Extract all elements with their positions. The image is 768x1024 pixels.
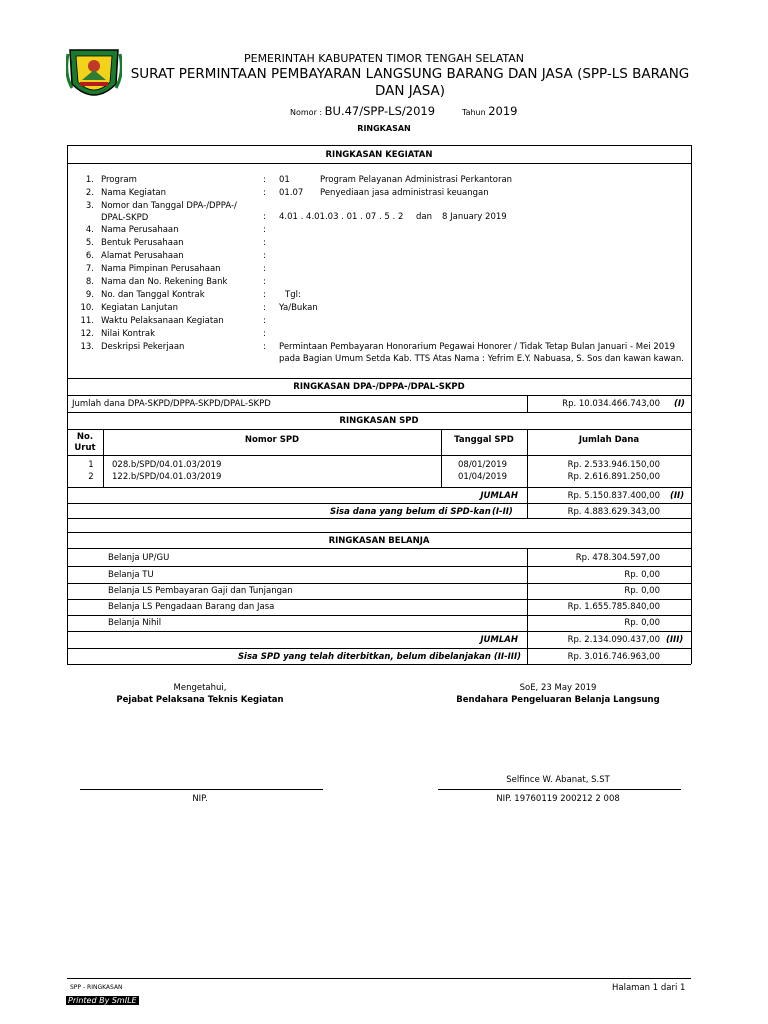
printed-by: Printed By SmILE <box>68 996 137 1005</box>
tahun-label: Tahun <box>462 108 486 117</box>
spd-header-jumlah: Jumlah Dana <box>578 435 640 445</box>
belanja-sisa-label: Sisa SPD yang telah diterbitkan, belum dibelanjakan (II-III) <box>237 652 521 662</box>
spd-jumlah-value: Rp. 5.150.837.400,00 <box>567 491 660 501</box>
page-number: Halaman 1 dari 1 <box>612 983 686 993</box>
tahun-value: 2019 <box>488 104 518 118</box>
nomor-value: BU.47/SPP-LS/2019 <box>324 104 436 118</box>
government-name: PEMERINTAH KABUPATEN TIMOR TENGAH SELATAN <box>243 52 524 65</box>
spd-header-nomor: Nomor SPD <box>244 435 300 445</box>
right-nip: NIP. 19760119 200212 2 008 <box>496 794 620 804</box>
spd-sisa-label: Sisa dana yang belum di SPD-kan <box>330 507 491 517</box>
left-nip: NIP. <box>192 794 208 804</box>
belanja-jumlah-label: JUMLAH <box>480 635 518 645</box>
dpa-section-title: RINGKASAN DPA-/DPPA-/DPAL-SKPD <box>293 382 465 392</box>
left-signer-title: Pejabat Pelaksana Teknis Kegiatan <box>116 695 284 705</box>
spd-jumlah-roman: (II) <box>670 491 685 501</box>
place-date: SoE, 23 May 2019 <box>519 683 597 693</box>
spd-header-no: No. <box>76 432 94 442</box>
belanja-jumlah-roman: (III) <box>666 635 684 645</box>
spd-sisa-value: Rp. 4.883.629.343,00 <box>567 507 660 517</box>
spd-header-no2: Urut <box>74 443 96 453</box>
spd-header-tanggal: Tanggal SPD <box>454 435 514 445</box>
right-signer-name: Selfince W. Abanat, S.ST <box>506 775 610 785</box>
belanja-jumlah-value: Rp. 2.134.090.437,00 <box>567 635 660 645</box>
spd-sisa-roman: (I-II) <box>492 507 513 517</box>
dpa-amount: Rp. 10.034.466.743,00 <box>562 399 660 409</box>
document-title: SURAT PERMINTAAN PEMBAYARAN LANGSUNG BARANG DAN JASA (SPP-LS BARANG DAN JASA) <box>130 66 690 99</box>
mengetahui-label: Mengetahui, <box>173 683 227 693</box>
spd-jumlah-label: JUMLAH <box>480 491 518 501</box>
nomor-line <box>290 104 435 118</box>
belanja-sisa-value: Rp. 3.016.746.963,00 <box>567 652 660 662</box>
belanja-section-title: RINGKASAN BELANJA <box>328 536 430 546</box>
right-signer-title: Bendahara Pengeluaran Belanja Langsung <box>456 695 660 705</box>
page-subtitle: RINGKASAN <box>357 124 411 133</box>
tahun-line <box>462 104 518 118</box>
dpa-roman: (I) <box>674 399 685 409</box>
dpa-label: Jumlah dana DPA-SKPD/DPPA-SKPD/DPAL-SKPD <box>72 399 271 409</box>
spd-section-title: RINGKASAN SPD <box>339 416 419 426</box>
kegiatan-section-title: RINGKASAN KEGIATAN <box>325 150 433 160</box>
footer-doc-label: SPP - RINGKASAN <box>70 984 123 991</box>
nomor-label: Nomor : <box>290 108 323 117</box>
